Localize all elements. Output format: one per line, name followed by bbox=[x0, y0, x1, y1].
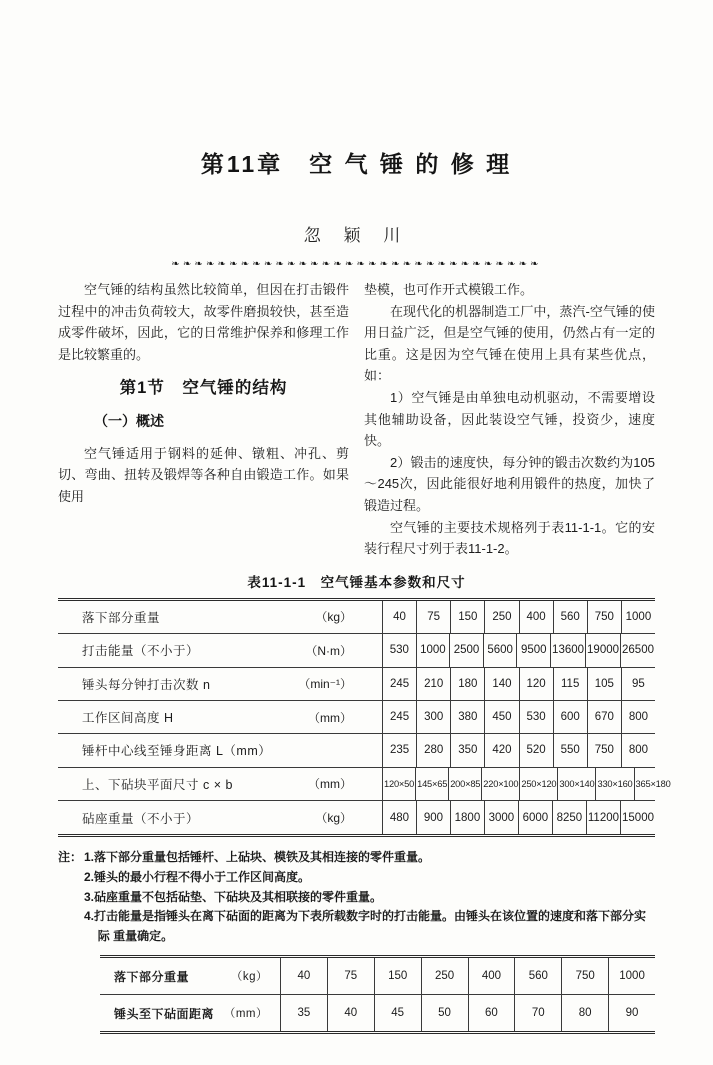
table-row bbox=[100, 958, 655, 995]
row-label bbox=[100, 1005, 280, 1022]
table-cell: 120×50 bbox=[382, 768, 415, 800]
table-cell: 180 bbox=[450, 668, 484, 700]
table-cell: 5600 bbox=[483, 634, 517, 666]
advantage-1-paragraph: 1）空气锤是由单独电动机驱动，不需要增设其他辅助设备，因此装设空气锤，投资少，速度快。 bbox=[364, 389, 655, 449]
table-cell: 45 bbox=[374, 995, 421, 1032]
table-cell: 800 bbox=[621, 734, 655, 766]
row-label bbox=[58, 608, 382, 626]
row-label bbox=[58, 641, 382, 659]
table-cell: 670 bbox=[587, 701, 621, 733]
table-cell: 1000 bbox=[416, 634, 450, 666]
table-cell: 750 bbox=[561, 958, 608, 994]
table-cell: 40 bbox=[280, 958, 327, 994]
table-row bbox=[58, 601, 655, 634]
subsection-heading: （一）概述 bbox=[94, 412, 164, 429]
table-cell: 235 bbox=[382, 734, 416, 766]
table-cell: 400 bbox=[468, 958, 515, 994]
distance-table bbox=[100, 955, 655, 1034]
table-cell: 250 bbox=[421, 958, 468, 994]
table-cell: 480 bbox=[382, 801, 416, 834]
two-column-text bbox=[58, 279, 655, 560]
table-cell: 70 bbox=[514, 995, 561, 1032]
note-item: 2.锤头的最小行程不得小于工作区间高度。 bbox=[84, 870, 311, 885]
row-label-text: 锤头每分钟打击次数 n bbox=[82, 677, 211, 692]
table-cell: 250 bbox=[484, 601, 518, 633]
row-label-text: 上、下砧块平面尺寸 c × b bbox=[82, 777, 233, 792]
table-cell: 60 bbox=[468, 995, 515, 1032]
table-cell: 530 bbox=[382, 634, 416, 666]
section-heading: 第1节 空气锤的结构 bbox=[119, 379, 288, 398]
table-cell: 13600 bbox=[550, 634, 585, 666]
table-cell: 530 bbox=[519, 701, 553, 733]
table-cell: 90 bbox=[608, 995, 655, 1032]
notes-prefix: 注： bbox=[58, 850, 83, 865]
table-cell: 2500 bbox=[449, 634, 483, 666]
table-cell: 11200 bbox=[586, 801, 620, 834]
table-cell: 35 bbox=[280, 995, 327, 1032]
table-cell: 140 bbox=[484, 668, 518, 700]
table-cell: 115 bbox=[553, 668, 587, 700]
row-unit: （kg） bbox=[315, 811, 352, 826]
table-cell: 80 bbox=[561, 995, 608, 1032]
notes-list bbox=[84, 848, 655, 946]
table-cell: 750 bbox=[587, 734, 621, 766]
table-cell: 800 bbox=[621, 701, 655, 733]
table-cell: 120 bbox=[519, 668, 553, 700]
table-cell: 75 bbox=[327, 958, 374, 994]
table-cell: 1000 bbox=[621, 601, 655, 633]
table-cell: 150 bbox=[374, 958, 421, 994]
row-unit: （kg） bbox=[315, 610, 352, 625]
table-cell: 150 bbox=[450, 601, 484, 633]
row-unit: （mm） bbox=[223, 1008, 268, 1021]
table-cell: 520 bbox=[519, 734, 553, 766]
table-cell: 560 bbox=[553, 601, 587, 633]
row-unit: （min⁻¹） bbox=[298, 677, 352, 692]
table-cell: 40 bbox=[382, 601, 416, 633]
table-cell: 220×100 bbox=[481, 768, 519, 800]
table-cell: 1800 bbox=[450, 801, 484, 834]
row-label-text: 工作区间高度 H bbox=[82, 711, 174, 726]
table-cell: 300×140 bbox=[557, 768, 595, 800]
table-cell: 245 bbox=[382, 701, 416, 733]
table-row bbox=[58, 701, 655, 734]
table-cell: 400 bbox=[519, 601, 553, 633]
table-cell: 245 bbox=[382, 668, 416, 700]
table-cell: 250×120 bbox=[519, 768, 557, 800]
row-label-text: 锤杆中心线至锤身距离 L（mm） bbox=[82, 744, 272, 759]
table-cell: 50 bbox=[421, 995, 468, 1032]
note-item: 1.落下部分重量包括锤杆、上砧块、模铁及其相连接的零件重量。 bbox=[84, 850, 431, 865]
table-cell: 900 bbox=[416, 801, 450, 834]
table-cell: 8250 bbox=[552, 801, 586, 834]
row-label bbox=[58, 708, 382, 726]
row-label-text: 落下部分重量 bbox=[82, 610, 161, 625]
table-cell: 280 bbox=[416, 734, 450, 766]
table-cell: 200×85 bbox=[448, 768, 481, 800]
table-cell: 600 bbox=[553, 701, 587, 733]
row-label bbox=[58, 741, 382, 759]
table-cell: 6000 bbox=[518, 801, 552, 834]
table-cell: 350 bbox=[450, 734, 484, 766]
row-unit: （kg） bbox=[230, 971, 268, 984]
table-row bbox=[58, 801, 655, 834]
table-cell: 9500 bbox=[516, 634, 550, 666]
right-column bbox=[364, 279, 655, 560]
table-cell: 3000 bbox=[484, 801, 518, 834]
row-label-text: 砧座重量（不小于） bbox=[82, 811, 200, 826]
spec-table bbox=[58, 598, 671, 838]
page-content bbox=[58, 0, 671, 1034]
usage-paragraph: 在现代化的机器制造工厂中，蒸汽-空气锤的使用日益广泛，但是空气锤的使用，仍然占有一定的比重。这是因为空气锤在使用上具有某些优点，如： bbox=[364, 303, 655, 384]
table-row bbox=[100, 995, 655, 1032]
table-cell: 330×160 bbox=[595, 768, 633, 800]
table-cell: 95 bbox=[621, 668, 655, 700]
table-notes bbox=[58, 848, 655, 946]
row-label-text: 锤头至下砧面距离 bbox=[114, 1006, 215, 1021]
table-cell: 1000 bbox=[608, 958, 655, 994]
ornament-divider: ❧❧❧❧❧❧❧❧❧❧❧❧❧❧❧❧❧❧❧❧❧❧❧❧❧❧❧❧❧❧❧❧ bbox=[171, 259, 542, 270]
table-cell: 40 bbox=[327, 995, 374, 1032]
table-cell: 365×180 bbox=[634, 768, 672, 800]
table-cell: 550 bbox=[553, 734, 587, 766]
table-cell: 145×65 bbox=[415, 768, 448, 800]
row-unit: （mm） bbox=[308, 777, 352, 792]
row-label-text: 落下部分重量 bbox=[114, 969, 190, 984]
note-item: 4.打击能量是指锤头在离下砧面的距离为下表所载数字时的打击能量。由锤头在该位置的速度和落下部分实际 重量确定。 bbox=[84, 909, 647, 943]
table-cell: 19000 bbox=[585, 634, 620, 666]
table-cell: 560 bbox=[514, 958, 561, 994]
table-row bbox=[58, 734, 655, 767]
table-row bbox=[58, 668, 655, 701]
table-caption: 表11-1-1 空气锤基本参数和尺寸 bbox=[247, 574, 466, 590]
row-label bbox=[58, 775, 382, 793]
overview-paragraph: 空气锤适用于钢料的延伸、镦粗、冲孔、剪切、弯曲、扭转及锻焊等各种自由锻造工作。如果使用 bbox=[58, 445, 349, 504]
table-cell: 450 bbox=[484, 701, 518, 733]
table-cell: 75 bbox=[416, 601, 450, 633]
table-cell: 380 bbox=[450, 701, 484, 733]
table-cell: 420 bbox=[484, 734, 518, 766]
intro-paragraph: 空气锤的结构虽然比较简单，但因在打击锻件过程中的冲击负荷较大，故零件磨损较快，甚至造成零件破坏，因此，它的日常维护保养和修理工作是比较繁重的。 bbox=[58, 282, 349, 362]
table-cell: 26500 bbox=[620, 634, 655, 666]
advantage-2-paragraph: 2）锻击的速度快，每分钟的锻击次数约为105～245次，因此能很好地利用锻件的热度，加快了锻造过程。 bbox=[364, 454, 655, 513]
table-cell: 15000 bbox=[620, 801, 655, 834]
table-cell: 750 bbox=[587, 601, 621, 633]
spec-reference-paragraph: 空气锤的主要技术规格列于表11-1-1。它的安装行程尺寸列于表11-1-2。 bbox=[364, 519, 655, 557]
author-name: 忽 颖 川 bbox=[303, 226, 410, 245]
row-label bbox=[58, 809, 382, 827]
continuation-paragraph: 垫模，也可作开式模锻工作。 bbox=[364, 282, 534, 297]
table-cell: 210 bbox=[416, 668, 450, 700]
left-column bbox=[58, 279, 349, 560]
row-label bbox=[100, 968, 280, 985]
note-item: 3.砧座重量不包括砧垫、下砧块及其相联接的零件重量。 bbox=[84, 889, 383, 904]
table-cell: 300 bbox=[416, 701, 450, 733]
row-unit: （mm） bbox=[308, 710, 352, 725]
chapter-title: 第11章 空 气 锤 的 修 理 bbox=[200, 151, 513, 177]
table-cell: 105 bbox=[587, 668, 621, 700]
row-label-text: 打击能量（不小于） bbox=[82, 644, 200, 659]
table-row bbox=[58, 634, 655, 667]
table-row bbox=[58, 768, 671, 801]
row-unit: （N·m） bbox=[305, 643, 352, 658]
row-label bbox=[58, 675, 382, 693]
